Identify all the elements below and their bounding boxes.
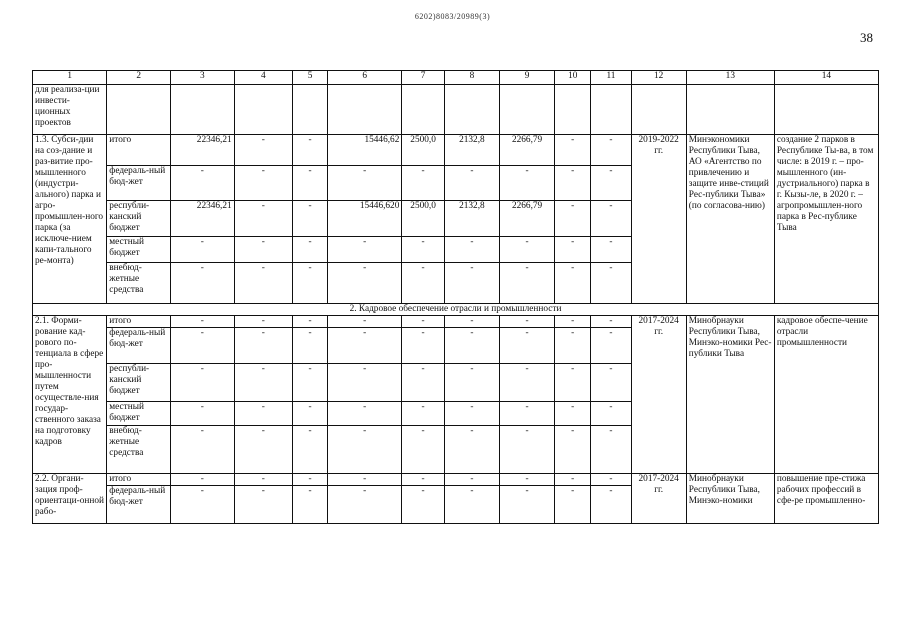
funding-source: итого [107, 135, 171, 166]
period-cell: 2017-2024 гг. [631, 474, 686, 524]
value-cell: - [234, 486, 292, 524]
value-cell: - [500, 364, 555, 402]
value-cell: - [555, 402, 591, 426]
executor-cell: Минэкономики Республики Тыва, АО «Агентство по привлечению и защите инве-стиций Рес-публики Тыва» (по согласова-нию) [686, 135, 774, 304]
value-cell: - [234, 263, 292, 304]
value-cell: - [555, 237, 591, 263]
value-cell: - [328, 486, 402, 524]
column-number: 3 [170, 71, 234, 85]
value-cell: - [234, 328, 292, 364]
value-cell: - [234, 316, 292, 328]
page-number: 38 [860, 30, 873, 45]
value-cell: - [328, 474, 402, 486]
value-cell: - [328, 237, 402, 263]
executor-cell: Минобрнауки Республики Тыва, Минэко-номики [686, 474, 774, 524]
column-number: 2 [107, 71, 171, 85]
funding-source: федераль-ный бюд-жет [107, 328, 171, 364]
section-row [33, 304, 879, 316]
value-cell: - [591, 364, 631, 402]
funding-source: местный бюджет [107, 402, 171, 426]
value-cell: - [555, 316, 591, 328]
value-cell: - [402, 474, 444, 486]
value-cell: - [170, 402, 234, 426]
table-row [33, 474, 879, 486]
value-cell: - [500, 263, 555, 304]
value-cell: - [293, 166, 328, 201]
value-cell: - [170, 364, 234, 402]
value-cell: - [293, 328, 328, 364]
value-cell: - [234, 201, 292, 237]
value-cell: 2500,0 [402, 201, 444, 237]
value-cell: - [591, 166, 631, 201]
value-cell: - [591, 263, 631, 304]
value-cell: - [555, 426, 591, 474]
value-cell: - [293, 474, 328, 486]
column-number: 4 [234, 71, 292, 85]
value-cell: - [500, 426, 555, 474]
value-cell: - [591, 474, 631, 486]
value-cell: - [500, 486, 555, 524]
value-cell: - [444, 426, 499, 474]
value-cell: - [170, 474, 234, 486]
funding-source: федераль-ный бюд-жет [107, 166, 171, 201]
value-cell: - [591, 135, 631, 166]
value-cell: - [500, 328, 555, 364]
column-number-row [33, 71, 879, 85]
value-cell: - [170, 237, 234, 263]
value-cell: - [444, 402, 499, 426]
value-cell: 2266,79 [500, 135, 555, 166]
result-cell: создание 2 парков в Республике Ты-ва, в том числе: в 2019 г. – про-мышленного (ин-дустриального) парка в г. Кызы-ле, в 2020 г. – агропромышлен-ного парка в Рес-публике Тыва [774, 135, 878, 304]
value-cell: - [444, 237, 499, 263]
value-cell: - [234, 426, 292, 474]
section-title: 2. Кадровое обеспечение отрасли и промышленности [33, 304, 879, 316]
value-cell: - [170, 166, 234, 201]
value-cell: - [328, 316, 402, 328]
value-cell: - [444, 474, 499, 486]
value-cell: 22346,21 [170, 135, 234, 166]
column-number: 1 [33, 71, 107, 85]
value-cell: - [555, 135, 591, 166]
value-cell: - [293, 316, 328, 328]
value-cell: - [555, 328, 591, 364]
value-cell: - [170, 328, 234, 364]
continued-item-name: для реализа-ции инвести-ционных проектов [33, 85, 107, 135]
funding-source: итого [107, 474, 171, 486]
period-cell: 2019-2022 гг. [631, 135, 686, 304]
value-cell: - [234, 474, 292, 486]
value-cell: - [555, 166, 591, 201]
period-cell: 2017-2024 гг. [631, 316, 686, 474]
value-cell: - [234, 237, 292, 263]
value-cell: - [444, 263, 499, 304]
funding-source: внебюд-жетные средства [107, 426, 171, 474]
value-cell: - [234, 402, 292, 426]
value-cell: - [444, 316, 499, 328]
item-name: 2.2. Органи-зация проф-ориентаци-онной рабо- [33, 474, 107, 524]
value-cell: - [555, 474, 591, 486]
value-cell: - [591, 201, 631, 237]
value-cell: - [555, 263, 591, 304]
value-cell: - [170, 426, 234, 474]
value-cell: - [234, 166, 292, 201]
column-number: 13 [686, 71, 774, 85]
value-cell: - [444, 486, 499, 524]
continuation-row [33, 85, 879, 135]
value-cell: - [500, 166, 555, 201]
value-cell: - [444, 328, 499, 364]
value-cell: - [328, 166, 402, 201]
value-cell: - [293, 486, 328, 524]
value-cell: - [555, 364, 591, 402]
document-code: 6202)8083/20989(3) [414, 12, 491, 21]
column-number: 11 [591, 71, 631, 85]
value-cell: 22346,21 [170, 201, 234, 237]
value-cell: - [328, 328, 402, 364]
value-cell: - [328, 364, 402, 402]
value-cell: - [500, 402, 555, 426]
executor-cell: Минобрнауки Республики Тыва, Минэко-номики Рес-публики Тыва [686, 316, 774, 474]
value-cell: - [234, 135, 292, 166]
value-cell: 2500,0 [402, 135, 444, 166]
value-cell: - [170, 486, 234, 524]
budget-table [32, 70, 879, 524]
table-row [33, 135, 879, 166]
column-number: 12 [631, 71, 686, 85]
table-row [33, 316, 879, 328]
value-cell: - [555, 486, 591, 524]
value-cell: - [402, 402, 444, 426]
value-cell: - [402, 316, 444, 328]
value-cell: - [591, 328, 631, 364]
value-cell: - [293, 364, 328, 402]
funding-source: республи-канский бюджет [107, 201, 171, 237]
value-cell: 2132,8 [444, 135, 499, 166]
result-cell: кадровое обеспе-чение отрасли промышленности [774, 316, 878, 474]
column-number: 8 [444, 71, 499, 85]
item-name: 1.3. Субси-дии на соз-дание и раз-витие про-мышленного (индустри-ального) парка и агро-промышлен-ного парка (за исключе-нием капи-тального ре-монта) [33, 135, 107, 304]
value-cell: - [500, 316, 555, 328]
value-cell: - [402, 486, 444, 524]
value-cell: - [293, 263, 328, 304]
value-cell: - [402, 166, 444, 201]
value-cell: - [170, 316, 234, 328]
funding-source: федераль-ный бюд-жет [107, 486, 171, 524]
value-cell: - [444, 364, 499, 402]
result-cell: повышение пре-стижа рабочих профессий в сфе-ре промышленно- [774, 474, 878, 524]
value-cell: 15446,620 [328, 201, 402, 237]
value-cell: 2132,8 [444, 201, 499, 237]
column-number: 6 [328, 71, 402, 85]
value-cell: - [591, 316, 631, 328]
funding-source: местный бюджет [107, 237, 171, 263]
value-cell: - [328, 426, 402, 474]
funding-source: республи-канский бюджет [107, 364, 171, 402]
value-cell: - [500, 237, 555, 263]
value-cell: - [555, 201, 591, 237]
value-cell: - [591, 486, 631, 524]
value-cell: - [234, 364, 292, 402]
value-cell: - [500, 474, 555, 486]
column-number: 14 [774, 71, 878, 85]
value-cell: - [402, 237, 444, 263]
value-cell: - [591, 237, 631, 263]
value-cell: - [402, 426, 444, 474]
value-cell: - [293, 201, 328, 237]
column-number: 9 [500, 71, 555, 85]
value-cell: - [328, 263, 402, 304]
value-cell: 2266,79 [500, 201, 555, 237]
value-cell: - [293, 237, 328, 263]
value-cell: - [591, 426, 631, 474]
value-cell: - [402, 328, 444, 364]
value-cell: - [170, 263, 234, 304]
value-cell: - [402, 263, 444, 304]
value-cell: - [591, 402, 631, 426]
value-cell: - [328, 402, 402, 426]
value-cell: - [444, 166, 499, 201]
column-number: 7 [402, 71, 444, 85]
item-name: 2.1. Форми-рование кад-рового по-тенциала в сфере про-мышленности путем осуществле-ния государ-ственного заказа на подготовку кадров [33, 316, 107, 474]
value-cell: - [293, 402, 328, 426]
column-number: 10 [555, 71, 591, 85]
value-cell: - [293, 426, 328, 474]
funding-source: внебюд-жетные средства [107, 263, 171, 304]
value-cell: 15446,62 [328, 135, 402, 166]
funding-source: итого [107, 316, 171, 328]
value-cell: - [402, 364, 444, 402]
value-cell: - [293, 135, 328, 166]
column-number: 5 [293, 71, 328, 85]
